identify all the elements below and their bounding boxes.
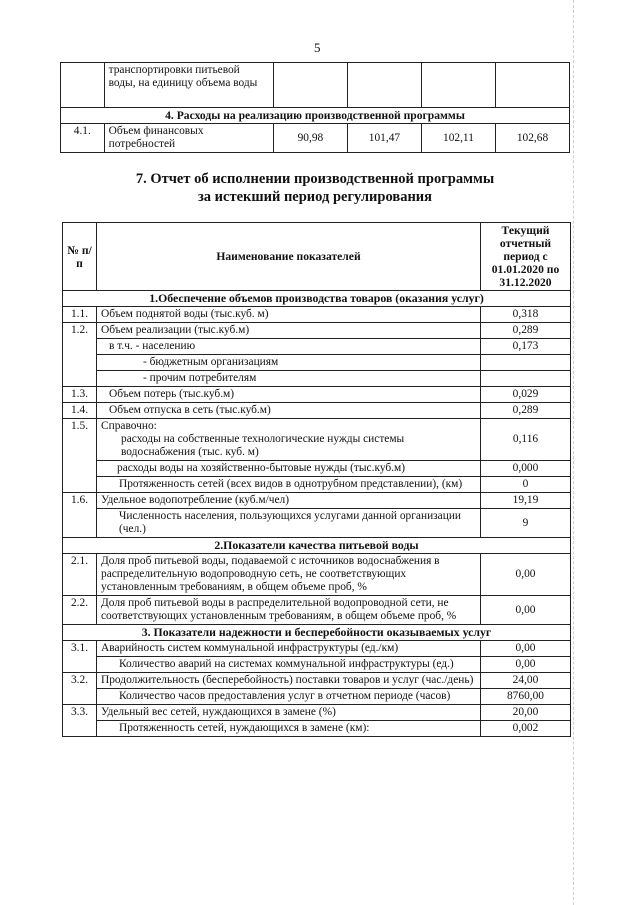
cell-value: 0,289 (481, 323, 571, 339)
cell-value: 0,029 (481, 387, 571, 403)
table-row (63, 419, 571, 461)
table-row (63, 339, 571, 355)
section-row (63, 291, 571, 307)
cell-num: 1.1. (63, 307, 97, 323)
section1-title: 1.Обеспечение объемов производства товаров (оказания услуг) (63, 291, 571, 307)
cell-name: Объем отпуска в сеть (тыс.куб.м) (97, 403, 481, 419)
table-row (63, 307, 571, 323)
reference-label: Справочно: (101, 420, 157, 432)
cell-value: 8760,00 (481, 689, 571, 705)
table-row (63, 477, 571, 493)
cell-name (97, 419, 481, 461)
header-row (63, 223, 571, 291)
cell-num: 2.2. (63, 596, 97, 625)
header-num: № п/п (63, 223, 97, 291)
cell-num: 1.6. (63, 493, 97, 538)
cell-name: транспортировки питьевой воды, на единицу объема воды (104, 63, 273, 108)
table-row (63, 705, 571, 721)
cell-value: 102,68 (495, 124, 569, 153)
cell-num: 3.3. (63, 705, 97, 737)
cell-name: Продолжительность (бесперебойность) поставки товаров и услуг (час./день) (97, 673, 481, 689)
cell-name: расходы воды на хозяйственно-бытовые нужды (тыс.куб.м) (97, 461, 481, 477)
section-row (63, 538, 571, 554)
cell-name: Количество часов предоставления услуг в отчетном периоде (часов) (97, 689, 481, 705)
cell-name: Численность населения, пользующихся услугами данной организации (чел.) (97, 509, 481, 538)
cell-name: Протяженность сетей (всех видов в однотрубном представлении), (км) (97, 477, 481, 493)
section-row (63, 625, 571, 641)
cell-value: 101,47 (347, 124, 421, 153)
cell-name: Объем реализации (тыс.куб.м) (97, 323, 481, 339)
cell-name: Доля проб питьевой воды в распределительной водопроводной сети, не соответствующих установленным требованиям, в общем объеме проб, % (97, 596, 481, 625)
section-row (61, 108, 570, 124)
cell-value: 0,318 (481, 307, 571, 323)
table-row (63, 657, 571, 673)
cell-num: 3.1. (63, 641, 97, 673)
section2-title: 2.Показатели качества питьевой воды (63, 538, 571, 554)
program-report-table (62, 222, 571, 737)
cell-value: 19,19 (481, 493, 571, 509)
section4-title: 4. Расходы на реализацию производственной программы (61, 108, 570, 124)
page-number: 5 (314, 40, 321, 55)
cell-value: 0,289 (481, 403, 571, 419)
cell-value: 20,00 (481, 705, 571, 721)
cell-name: Удельный вес сетей, нуждающихся в замене (%) (97, 705, 481, 721)
cell-name: Протяженность сетей, нуждающихся в замене (км): (97, 721, 481, 737)
cell-value: 0,00 (481, 641, 571, 657)
program-costs-table (60, 62, 570, 153)
cell-value: 0,00 (481, 554, 571, 596)
table-row (63, 387, 571, 403)
cell-name: - прочим потребителям (97, 371, 481, 387)
table-row (63, 721, 571, 737)
table-row (63, 509, 571, 538)
table-row (63, 461, 571, 477)
scan-edge-line (573, 0, 574, 905)
cell-name: Объем финансовых потребностей (104, 124, 273, 153)
table-row (63, 493, 571, 509)
cell-name: Объем потерь (тыс.куб.м) (97, 387, 481, 403)
cell-value: 0,173 (481, 339, 571, 355)
cell-name: Удельное водопотребление (куб.м/чел) (97, 493, 481, 509)
header-name: Наименование показателей (97, 223, 481, 291)
table-row (63, 689, 571, 705)
cell-num: 4.1. (61, 124, 105, 153)
cell-num: 1.3. (63, 387, 97, 403)
cell-num: 1.4. (63, 403, 97, 419)
table-row (63, 355, 571, 371)
table-row (61, 63, 570, 108)
cell-value: 9 (481, 509, 571, 538)
table-row (63, 323, 571, 339)
cell-value: 24,00 (481, 673, 571, 689)
cell-num: 2.1. (63, 554, 97, 596)
cell-name: Аварийность систем коммунальной инфраструктуры (ед./км) (97, 641, 481, 657)
cell-value: 0,002 (481, 721, 571, 737)
table-row (63, 371, 571, 387)
cell-name: - бюджетным организациям (97, 355, 481, 371)
table-row (63, 554, 571, 596)
table-row (63, 596, 571, 625)
cell-value: 0 (481, 477, 571, 493)
cell-value: 0,00 (481, 657, 571, 673)
cell-value: 102,11 (421, 124, 495, 153)
section7-subtitle: за истекший период регулирования (197, 189, 433, 205)
header-value: Текущий отчетный период с 01.01.2020 по 31.12.2020 (481, 223, 571, 291)
section3-title: 3. Показатели надежности и бесперебойности оказываемых услуг (63, 625, 571, 641)
cell-num: 3.2. (63, 673, 97, 705)
cell-value: 0,00 (481, 596, 571, 625)
cell-value: 0,000 (481, 461, 571, 477)
cell-text: расходы на собственные технологические нужды системы водоснабжения (тыс. куб. м) (121, 433, 405, 458)
section7-title: 7. Отчет об исполнении производственной программы (135, 171, 495, 187)
cell-name: в т.ч. - населению (97, 339, 481, 355)
cell-num: 1.2. (63, 323, 97, 387)
cell-name: Доля проб питьевой воды, подаваемой с источников водоснабжения в распределительную водопроводную сеть, не соответствующих установленным требованиям, в общем объеме проб, % (97, 554, 481, 596)
cell-value: 0,116 (481, 419, 571, 461)
table-row (63, 641, 571, 657)
cell-name: Количество аварий на системах коммунальной инфраструктуры (ед.) (97, 657, 481, 673)
cell-num: 1.5. (63, 419, 97, 493)
table-row (61, 124, 570, 153)
cell-name: Объем поднятой воды (тыс.куб. м) (97, 307, 481, 323)
table-row (63, 673, 571, 689)
table-row (63, 403, 571, 419)
cell-value: 90,98 (273, 124, 347, 153)
